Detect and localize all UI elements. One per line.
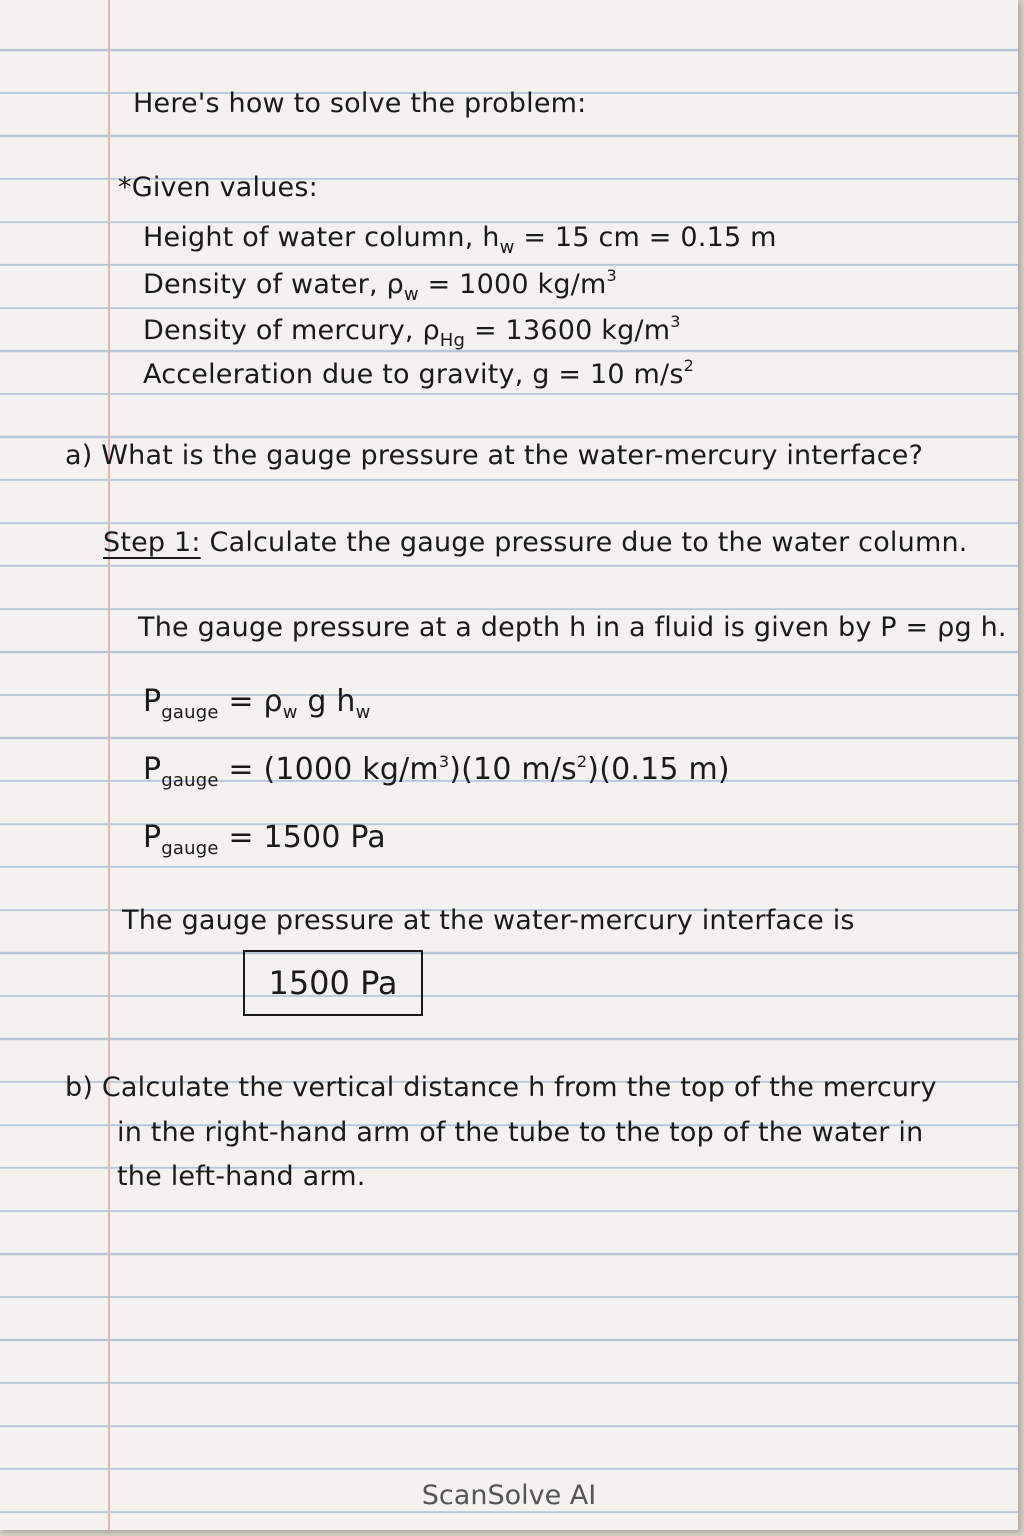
eq2-rhs: = (1000 kg/m — [218, 752, 439, 787]
eq3-p-sub: gauge — [161, 838, 219, 859]
eq2-end: )(0.15 m) — [587, 752, 730, 787]
part-b-line-3: the left-hand arm. — [117, 1161, 366, 1192]
watermark-footer: ScanSolve AI — [421, 1480, 597, 1511]
height-value: = 15 cm = 0.15 m — [514, 222, 777, 253]
part-a-question: a) What is the gauge pressure at the water-mercury interface? — [65, 440, 924, 471]
given-water-density — [143, 266, 617, 305]
conclusion-text: The gauge pressure at the water-mercury interface is — [122, 905, 855, 936]
given-gravity — [143, 356, 694, 390]
water-value: = 1000 kg/m — [418, 269, 607, 300]
equation-2 — [143, 752, 730, 791]
mercury-label: Density of mercury, ρ — [143, 315, 440, 346]
eq1-rhs2: g h — [297, 684, 356, 719]
eq3-p: P — [143, 820, 162, 855]
answer-box: 1500 Pa — [243, 950, 423, 1016]
eq1-rhs: = ρ — [218, 684, 283, 719]
eq2-mid: )(10 m/s — [449, 752, 577, 787]
part-b-line-1: b) Calculate the vertical distance h from the top of the mercury — [65, 1072, 937, 1103]
intro-text: Here's how to solve the problem: — [133, 88, 587, 119]
eq1-p-sub: gauge — [161, 702, 219, 723]
step-1-label: Step 1: — [103, 527, 201, 558]
water-sub: w — [403, 284, 419, 305]
eq2-p: P — [143, 752, 162, 787]
height-sub: w — [499, 237, 515, 258]
height-label: Height of water column, h — [143, 222, 500, 253]
equation-3 — [143, 820, 386, 859]
eq1-rhs-sub: w — [282, 702, 298, 723]
eq1-p: P — [143, 684, 162, 719]
eq3-rhs: = 1500 Pa — [218, 820, 386, 855]
eq1-rhs2-sub: w — [355, 702, 371, 723]
margin-line — [108, 0, 110, 1530]
equation-1 — [143, 684, 371, 723]
gravity-exp: 2 — [683, 356, 695, 375]
given-heading: *Given values: — [118, 172, 318, 203]
gravity-label: Acceleration due to gravity, g = 10 m/s — [143, 359, 684, 390]
step-1 — [103, 527, 968, 558]
given-mercury-density — [143, 312, 681, 351]
eq2-exp2: 2 — [576, 752, 588, 771]
given-height — [143, 222, 777, 258]
step-1-text: Calculate the gauge pressure due to the water column. — [200, 527, 968, 558]
eq2-p-sub: gauge — [161, 770, 219, 791]
mercury-sub: Hg — [439, 330, 466, 351]
part-b-line-2: in the right-hand arm of the tube to the top of the water in — [117, 1117, 924, 1148]
water-exp: 3 — [606, 266, 617, 285]
mercury-exp: 3 — [670, 312, 681, 331]
mercury-value: = 13600 kg/m — [465, 315, 671, 346]
water-label: Density of water, ρ — [143, 269, 404, 300]
explanation-text: The gauge pressure at a depth h in a fluid is given by P = ρg h. — [138, 612, 1007, 643]
eq2-exp1: 3 — [438, 752, 450, 771]
